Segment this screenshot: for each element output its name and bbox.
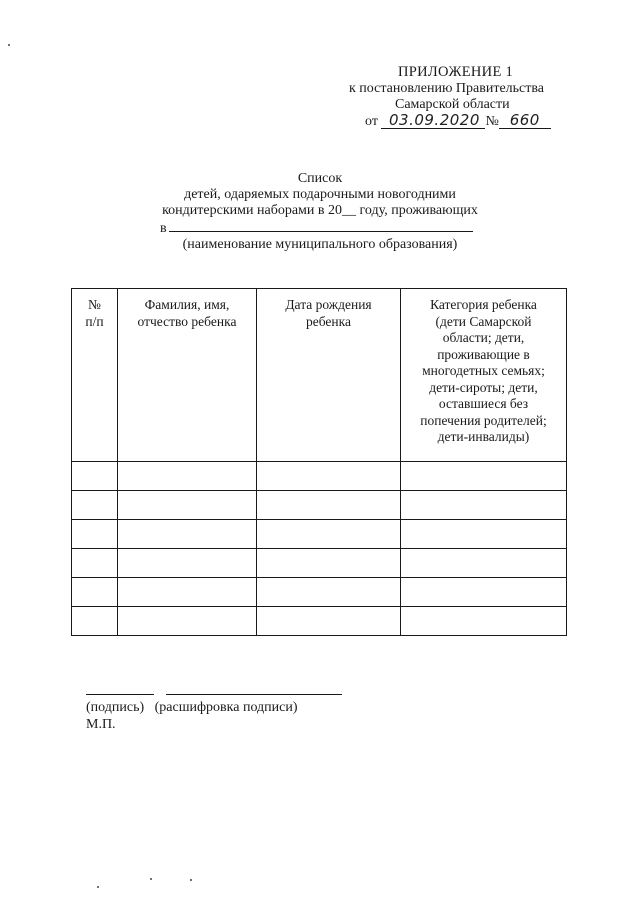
table-row bbox=[72, 607, 567, 636]
municipality-prefix: в bbox=[160, 221, 167, 236]
table-cell[interactable] bbox=[257, 578, 401, 607]
list-heading: Список bbox=[297, 171, 343, 186]
table-cell[interactable] bbox=[72, 578, 118, 607]
resolution-number: 660 bbox=[499, 112, 551, 129]
table-cell[interactable] bbox=[118, 491, 257, 520]
table-cell[interactable] bbox=[257, 607, 401, 636]
table-cell[interactable] bbox=[118, 607, 257, 636]
appendix-subtitle: к постановлению Правительства bbox=[349, 81, 545, 96]
scan-speck bbox=[190, 879, 192, 881]
table-cell[interactable] bbox=[401, 607, 567, 636]
table-row bbox=[72, 549, 567, 578]
scan-speck bbox=[8, 44, 10, 46]
header-number: № п/п bbox=[72, 289, 118, 462]
signature-line[interactable] bbox=[86, 694, 154, 695]
table-cell[interactable] bbox=[72, 491, 118, 520]
table-cell[interactable] bbox=[118, 462, 257, 491]
signature-labels: (подпись) (расшифровка подписи) bbox=[86, 700, 298, 715]
date-prefix: от bbox=[365, 114, 378, 129]
table-cell[interactable] bbox=[401, 578, 567, 607]
table-row bbox=[72, 462, 567, 491]
scan-speck bbox=[97, 886, 99, 888]
number-prefix: № bbox=[485, 114, 499, 129]
list-description-line2: кондитерскими наборами в 20__ году, проживающих bbox=[162, 203, 478, 218]
table-cell[interactable] bbox=[72, 549, 118, 578]
municipality-caption: (наименование муниципального образования) bbox=[182, 237, 458, 252]
scan-speck bbox=[150, 878, 152, 880]
table-row bbox=[72, 491, 567, 520]
list-description-line1: детей, одаряемых подарочными новогодними bbox=[184, 187, 456, 202]
table-cell[interactable] bbox=[257, 520, 401, 549]
table-cell[interactable] bbox=[72, 462, 118, 491]
table-cell[interactable] bbox=[72, 607, 118, 636]
appendix-date-row bbox=[365, 112, 551, 130]
resolution-date: 03.09.2020 bbox=[381, 112, 485, 129]
table-cell[interactable] bbox=[401, 520, 567, 549]
municipality-blank-field[interactable] bbox=[169, 219, 473, 232]
table-header-row bbox=[72, 289, 567, 462]
table-row bbox=[72, 578, 567, 607]
signature-transcript-line[interactable] bbox=[166, 694, 342, 695]
appendix-title: ПРИЛОЖЕНИЕ 1 bbox=[398, 64, 514, 80]
table-row bbox=[72, 520, 567, 549]
header-full-name: Фамилия, имя, отчество ребенка bbox=[118, 289, 257, 462]
municipality-line bbox=[160, 219, 473, 237]
table-cell[interactable] bbox=[257, 462, 401, 491]
table-cell[interactable] bbox=[118, 549, 257, 578]
table-cell[interactable] bbox=[118, 520, 257, 549]
table-cell[interactable] bbox=[401, 462, 567, 491]
table-cell[interactable] bbox=[118, 578, 257, 607]
header-category: Категория ребенка (дети Самарской области; дети, проживающие в многодетных семьях; дети-сироты; дети, оставшиеся без попечения родителей; дети-инвалиды) bbox=[401, 289, 567, 462]
header-birth-date: Дата рождения ребенка bbox=[257, 289, 401, 462]
children-table bbox=[71, 288, 567, 636]
table-cell[interactable] bbox=[257, 491, 401, 520]
table-cell[interactable] bbox=[401, 491, 567, 520]
table-cell[interactable] bbox=[401, 549, 567, 578]
appendix-region: Самарской области bbox=[395, 97, 510, 112]
table-cell[interactable] bbox=[72, 520, 118, 549]
table-cell[interactable] bbox=[257, 549, 401, 578]
seal-label: М.П. bbox=[86, 717, 116, 732]
